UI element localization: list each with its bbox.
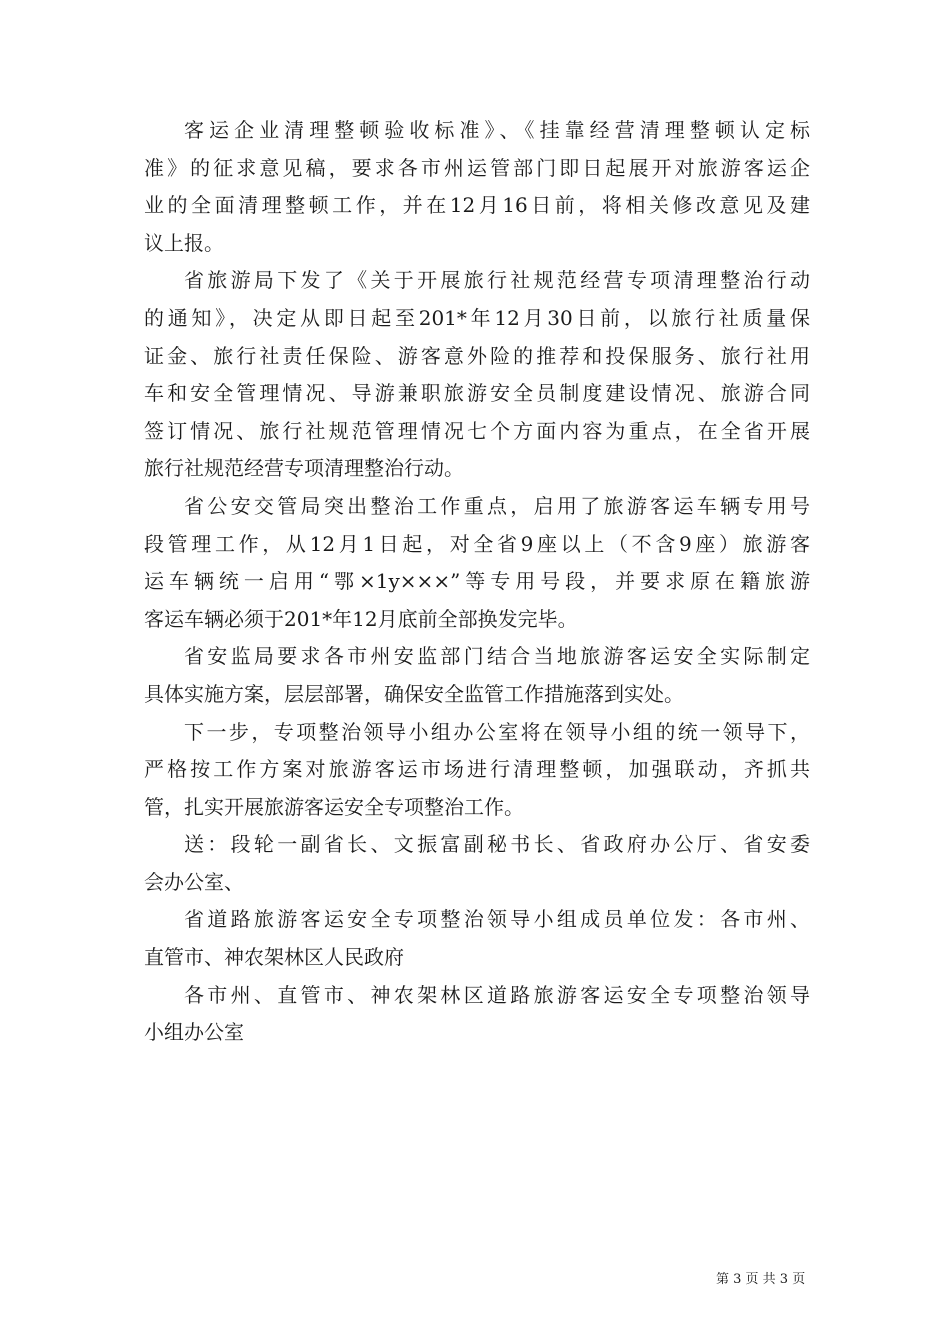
text-line: 管，扎实开展旅游客运安全专项整治工作。 — [144, 794, 524, 819]
text-line: 小组办公室 — [144, 1020, 244, 1045]
text-line: 客运企业清理整顿验收标准》、《挂靠经营清理整顿认定标 — [184, 118, 810, 142]
text-line: 省道路旅游客运安全专项整治领导小组成员单位发：各市州、 — [184, 907, 810, 932]
text-line: 省安监局要求各市州安监部门结合当地旅游客运安全实际制定 — [184, 644, 810, 669]
document-body — [144, 112, 810, 1052]
text-line: 准》的征求意见稿，要求各市州运管部门即日起展开对旅游客运企 — [144, 155, 810, 180]
text-line: 省旅游局下发了《关于开展旅行社规范经营专项清理整治行动 — [184, 268, 810, 293]
text-line: 会办公室、 — [144, 869, 244, 894]
page-number-footer: 第 3 页 共 3 页 — [716, 1272, 806, 1287]
text-line: 运车辆统一启用“鄂×1y×××”等专用号段，并要求原在籍旅游 — [144, 569, 810, 594]
text-line: 业的全面清理整顿工作，并在12月16日前，将相关修改意见及建 — [144, 193, 810, 218]
text-line: 旅行社规范经营专项清理整治行动。 — [144, 456, 464, 481]
text-line: 议上报。 — [144, 230, 224, 255]
text-line: 严格按工作方案对旅游客运市场进行清理整顿，加强联动，齐抓共 — [144, 757, 810, 782]
text-line: 具体实施方案，层层部署，确保安全监管工作措施落到实处。 — [144, 681, 684, 706]
text-line: 直管市、神农架林区人民政府 — [144, 945, 404, 970]
text-line: 证金、旅行社责任保险、游客意外险的推荐和投保服务、旅行社用 — [144, 343, 810, 368]
text-line: 送：段轮一副省长、文振富副秘书长、省政府办公厅、省安委 — [184, 832, 810, 857]
text-line: 省公安交管局突出整治工作重点，启用了旅游客运车辆专用号 — [184, 493, 810, 518]
text-line: 客运车辆必须于201*年12月底前全部换发完毕。 — [144, 606, 578, 631]
text-line: 车和安全管理情况、导游兼职旅游安全员制度建设情况、旅游合同 — [144, 381, 810, 406]
text-line: 段管理工作，从12月1日起，对全省9座以上（不含9座）旅游客 — [144, 531, 810, 556]
text-line: 的通知》，决定从即日起至201*年12月30日前，以旅行社质量保 — [144, 305, 810, 330]
text-line: 签订情况、旅行社规范管理情况七个方面内容为重点，在全省开展 — [144, 418, 810, 443]
text-line: 各市州、直管市、神农架林区道路旅游客运安全专项整治领导 — [184, 982, 810, 1007]
text-line: 下一步，专项整治领导小组办公室将在领导小组的统一领导下， — [184, 719, 810, 744]
